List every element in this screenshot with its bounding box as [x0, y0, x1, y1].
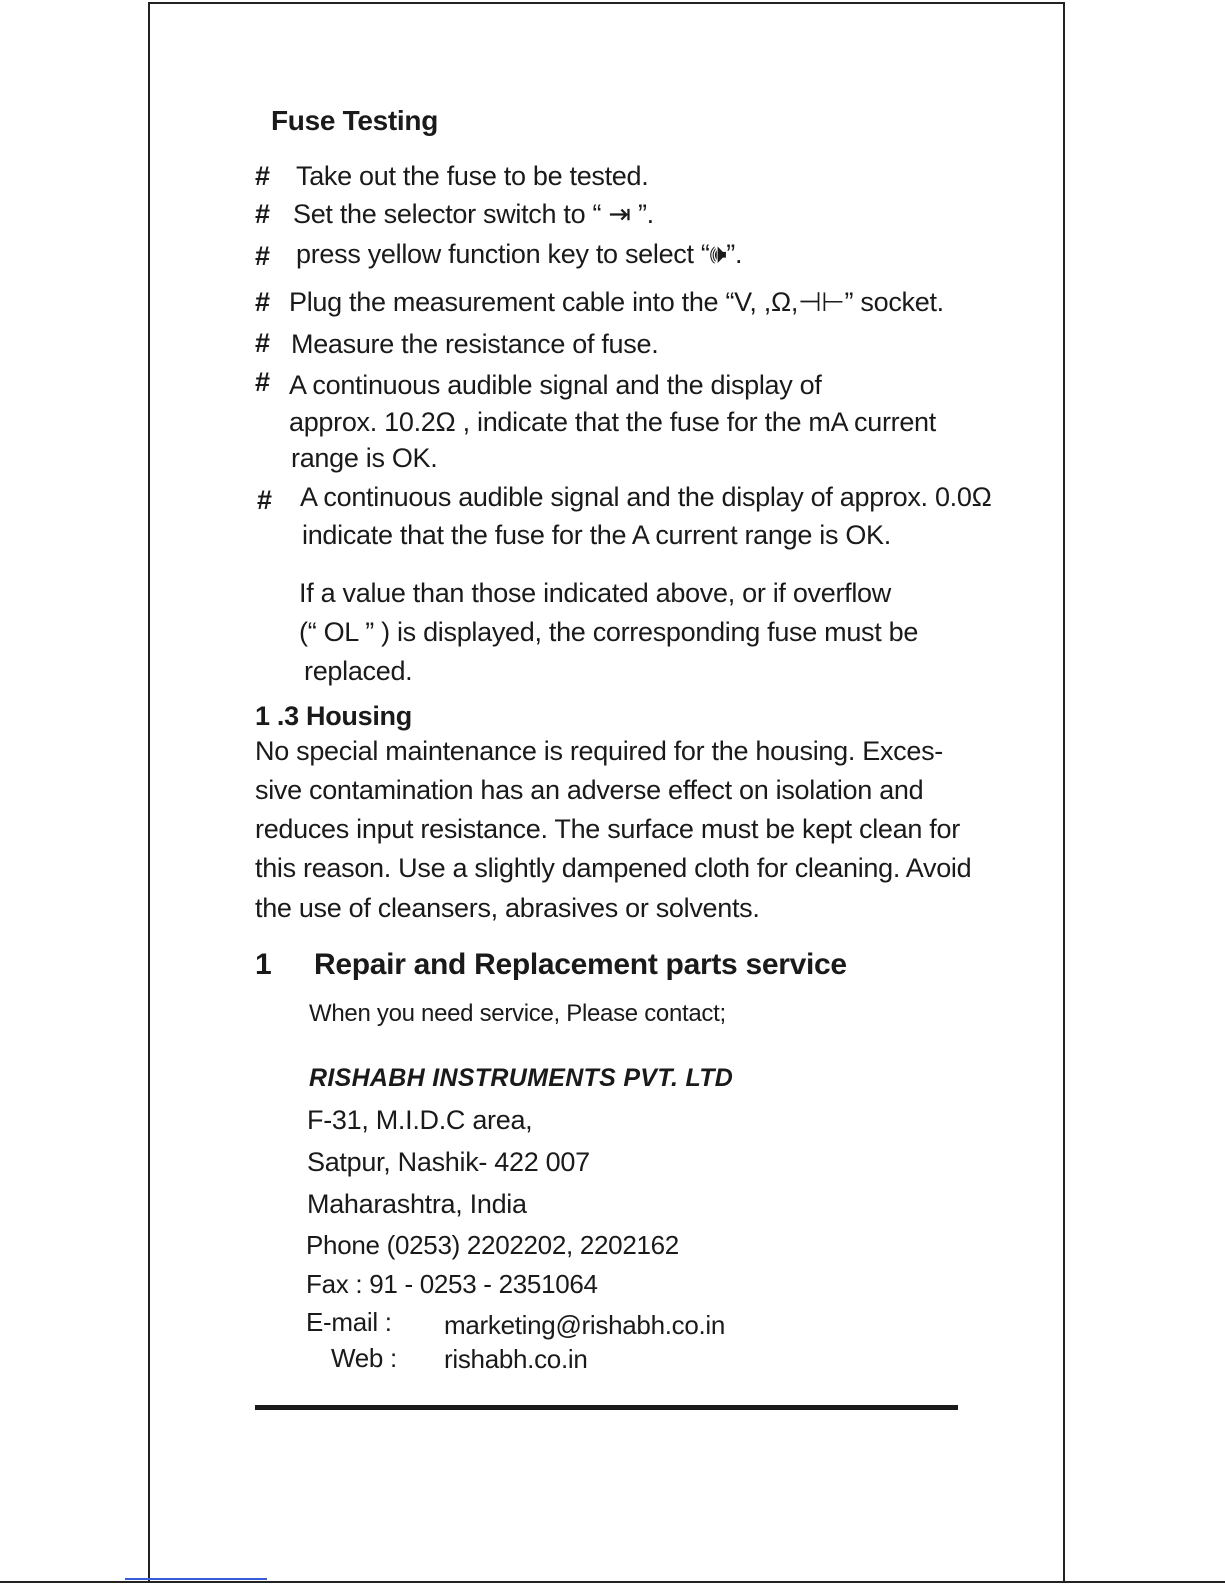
- address-line-3: Maharashtra, India: [307, 1189, 527, 1219]
- fax-line: Fax : 91 - 0253 - 2351064: [306, 1269, 598, 1299]
- fuse-step-1: Take out the fuse to be tested.: [296, 161, 649, 191]
- bullet-marker: #: [257, 485, 273, 515]
- fuse-note-line-2: (“ OL ” ) is displayed, the corresponding fuse must be: [299, 617, 919, 647]
- fuse-step-6-line-3: range is OK.: [291, 443, 438, 473]
- web-label: Web :: [331, 1343, 397, 1373]
- web-link[interactable]: rishabh.co.in: [444, 1344, 588, 1374]
- fuse-step-4: Plug the measurement cable into the “V, ,Ω,⊣⊢” socket.: [289, 287, 944, 317]
- page-corner-mark: [125, 1578, 267, 1580]
- phone-line: Phone (0253) 2202202, 2202162: [306, 1230, 679, 1260]
- repair-intro: When you need service, Please contact;: [309, 1000, 726, 1027]
- address-line-2: Satpur, Nashik- 422 007: [307, 1147, 590, 1177]
- housing-line-2: sive contamination has an adverse effect on isolation and: [255, 775, 924, 805]
- housing-line-5: the use of cleansers, abrasives or solvents.: [255, 893, 760, 923]
- bullet-marker: #: [255, 161, 271, 191]
- bullet-marker: #: [255, 199, 271, 229]
- fuse-step-7-line-1: A continuous audible signal and the display of approx. 0.0Ω: [300, 482, 992, 512]
- section-title-housing: 1 .3 Housing: [255, 701, 412, 731]
- fuse-note-line-3: replaced.: [304, 656, 413, 686]
- fuse-step-2: Set the selector switch to “ ⇥ ”.: [293, 199, 654, 229]
- page-bottom-edge: [0, 1581, 1225, 1583]
- footer-rule: [255, 1405, 958, 1410]
- fuse-step-6-line-2: approx. 10.2Ω , indicate that the fuse for the mA current: [289, 407, 936, 437]
- fuse-step-6-line-1: A continuous audible signal and the display of: [289, 370, 822, 400]
- fuse-note-line-1: If a value than those indicated above, or if overflow: [299, 578, 891, 608]
- fuse-step-3: press yellow function key to select “🕪”.: [296, 239, 743, 269]
- address-line-1: F-31, M.I.D.C area,: [307, 1105, 533, 1135]
- section-number-repair: 1: [255, 948, 272, 981]
- fuse-step-7-line-2: indicate that the fuse for the A current range is OK.: [302, 520, 891, 550]
- housing-line-4: this reason. Use a slightly dampened cloth for cleaning. Avoid: [255, 853, 972, 883]
- company-name: RISHABH INSTRUMENTS PVT. LTD: [309, 1064, 734, 1092]
- bullet-marker: #: [255, 328, 271, 358]
- section-title-fuse-testing: Fuse Testing: [271, 105, 439, 136]
- email-label: E-mail :: [306, 1307, 392, 1337]
- bullet-marker: #: [255, 241, 271, 271]
- fuse-step-5: Measure the resistance of fuse.: [291, 329, 659, 359]
- bullet-marker: #: [255, 287, 271, 317]
- housing-line-1: No special maintenance is required for the housing. Exces-: [255, 736, 943, 766]
- email-link[interactable]: marketing@rishabh.co.in: [444, 1310, 726, 1340]
- section-title-repair: Repair and Replacement parts service: [314, 948, 847, 981]
- bullet-marker: #: [255, 367, 271, 397]
- housing-line-3: reduces input resistance. The surface must be kept clean for: [255, 814, 960, 844]
